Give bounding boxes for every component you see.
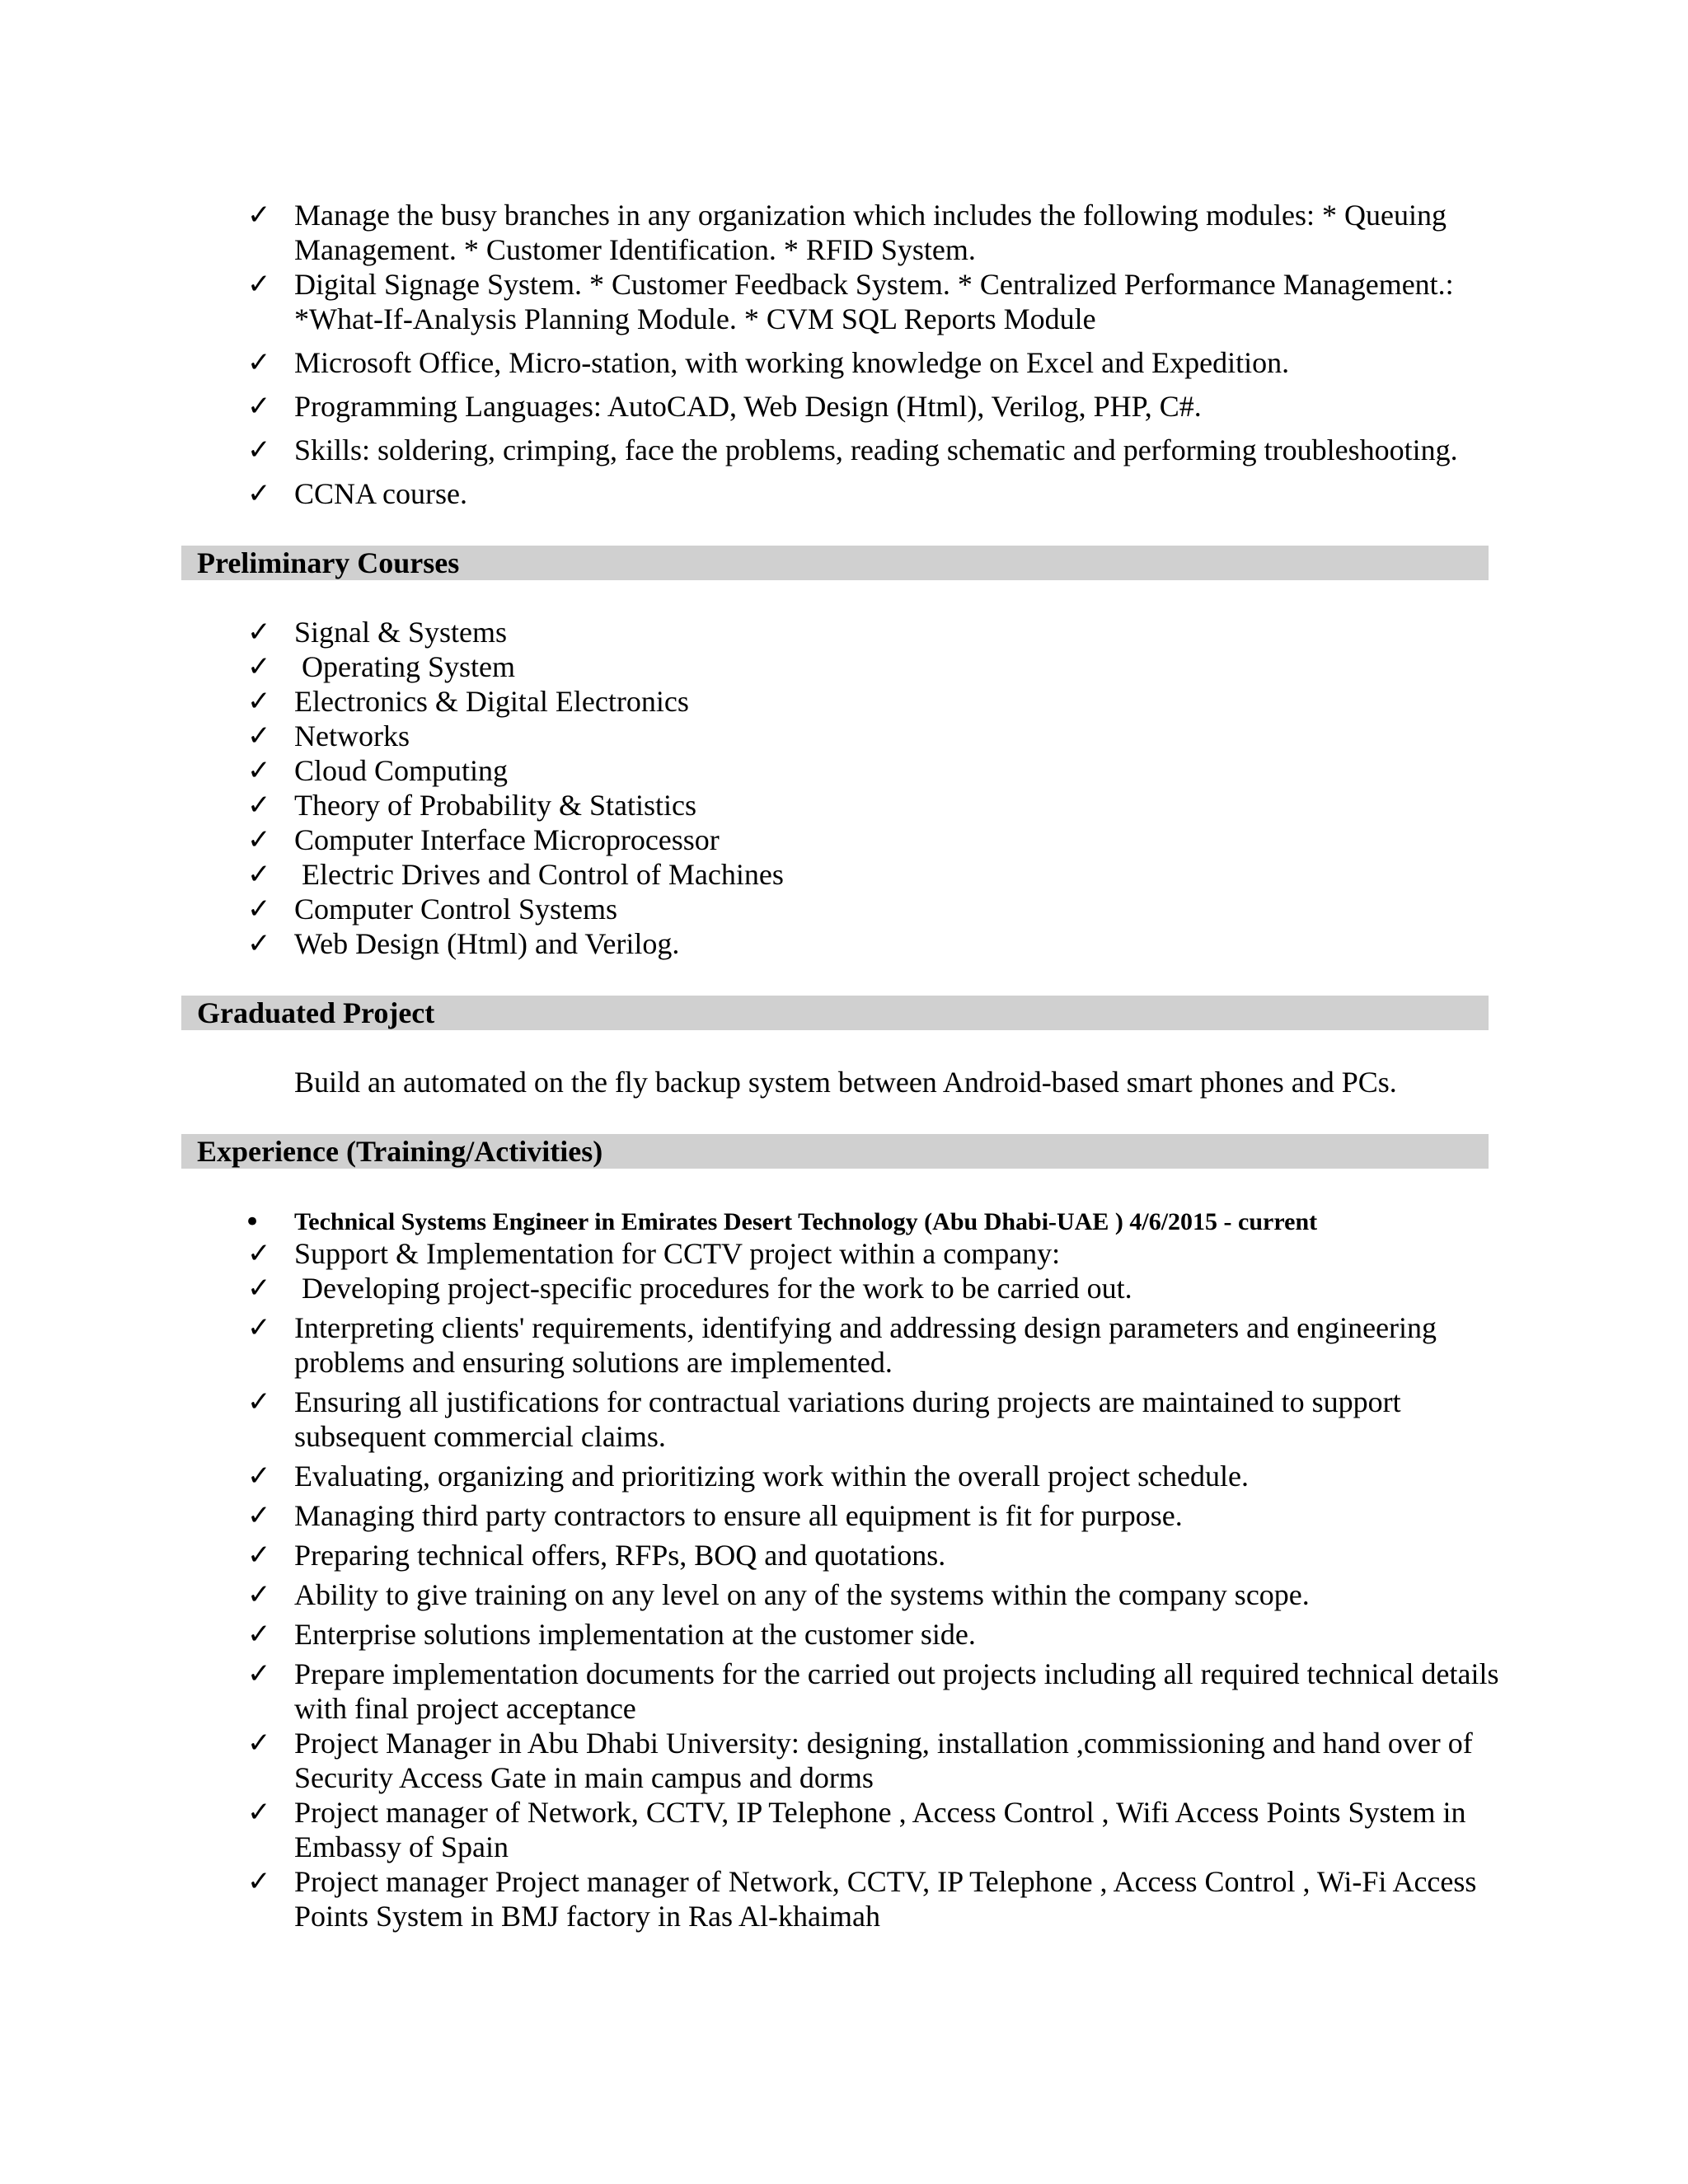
check-icon: ✓	[247, 1460, 271, 1493]
experience-item: Project Manager in Abu Dhabi University: designing, installation ,commissioning and hand over of Security Access Gate in main campus and dorms	[294, 1727, 1473, 1794]
check-icon: ✓	[247, 1237, 271, 1270]
experience-item: Ensuring all justifications for contractual variations during projects are maintained to support subsequent commercial claims.	[294, 1385, 1401, 1453]
experience-item: Enterprise solutions implementation at the customer side.	[294, 1618, 976, 1651]
experience-item: Evaluating, organizing and prioritizing work within the overall project schedule.	[294, 1460, 1250, 1493]
skill-item: CCNA course.	[294, 477, 467, 510]
section-title: Preliminary Courses	[197, 546, 460, 579]
check-icon: ✓	[247, 346, 271, 379]
experience-item: Interpreting clients' requirements, identifying and addressing design parameters and engineering problems and ensuring solutions are implemented.	[294, 1311, 1437, 1379]
section-header-experience	[181, 1134, 1489, 1169]
experience-item: Project manager of Network, CCTV, IP Telephone , Access Control , Wifi Access Points System in Embassy of Spain	[294, 1796, 1466, 1863]
experience-item: Support & Implementation for CCTV project within a company:	[294, 1237, 1061, 1270]
experience-item: Developing project-specific procedures for the work to be carried out.	[294, 1272, 1132, 1305]
experience-item: Ability to give training on any level on any of the systems within the company scope.	[294, 1578, 1310, 1611]
check-icon: ✓	[247, 754, 271, 787]
graduated-project-text: Build an automated on the fly backup system between Android-based smart phones and PCs.	[294, 1066, 1397, 1099]
check-icon: ✓	[247, 477, 271, 510]
skill-item: Digital Signage System. * Customer Feedback System. * Centralized Performance Management.: *What-If-Analysis Planning Module. * CVM SQL Reports Module	[294, 268, 1454, 335]
check-icon: ✓	[247, 1657, 271, 1690]
check-icon: ✓	[247, 1578, 271, 1611]
experience-item: Preparing technical offers, RFPs, BOQ and quotations.	[294, 1539, 946, 1572]
course-item: Theory of Probability & Statistics	[294, 789, 696, 822]
section-header-preliminary-courses	[181, 546, 1489, 580]
experience-item: Managing third party contractors to ensure all equipment is fit for purpose.	[294, 1499, 1183, 1532]
check-icon: ✓	[247, 1499, 271, 1532]
experience-item: Project manager Project manager of Network, CCTV, IP Telephone , Access Control , Wi-Fi Access Points System in BMJ factory in Ras Al-khaimah	[294, 1865, 1477, 1933]
skill-item: Skills: soldering, crimping, face the problems, reading schematic and performing troubleshooting.	[294, 434, 1458, 466]
course-item: Cloud Computing	[294, 754, 509, 787]
check-icon: ✓	[247, 616, 271, 649]
skill-item: Programming Languages: AutoCAD, Web Design (Html), Verilog, PHP, C#.	[294, 390, 1202, 423]
job-title: Technical Systems Engineer in Emirates Desert Technology (Abu Dhabi-UAE ) 4/6/2015 - current	[294, 1208, 1318, 1235]
experience-item: Prepare implementation documents for the carried out projects including all required technical details with final project acceptance	[294, 1657, 1499, 1725]
check-icon: ✓	[247, 893, 271, 926]
check-icon: ✓	[247, 434, 271, 466]
skill-item: Microsoft Office, Micro-station, with working knowledge on Excel and Expedition.	[294, 346, 1290, 379]
check-icon: ✓	[247, 858, 271, 891]
check-icon: ✓	[247, 1618, 271, 1651]
check-icon: ✓	[247, 1311, 271, 1344]
check-icon: ✓	[247, 719, 271, 752]
check-icon: ✓	[247, 199, 271, 232]
check-icon: ✓	[247, 789, 271, 822]
check-icon: ✓	[247, 1865, 271, 1898]
course-item: Electric Drives and Control of Machines	[294, 858, 784, 891]
section-header-graduated-project	[181, 996, 1489, 1030]
skill-item: Manage the busy branches in any organization which includes the following modules: * Queuing Management. * Customer Identification. * RFID System.	[294, 199, 1447, 266]
course-item: Web Design (Html) and Verilog.	[294, 927, 680, 960]
course-item: Computer Interface Microprocessor	[294, 823, 720, 856]
course-item: Signal & Systems	[294, 616, 508, 649]
check-icon: ✓	[247, 268, 271, 301]
check-icon: ✓	[247, 927, 271, 960]
section-title: Graduated Project	[197, 996, 435, 1029]
course-item: Networks	[294, 719, 410, 752]
check-icon: ✓	[247, 1539, 271, 1572]
check-icon: ✓	[247, 685, 271, 718]
course-item: Computer Control Systems	[294, 893, 618, 926]
check-icon: ✓	[247, 823, 271, 856]
bullet-icon: •	[244, 1206, 261, 1239]
check-icon: ✓	[247, 1385, 271, 1418]
check-icon: ✓	[247, 1796, 271, 1829]
course-item: Operating System	[294, 650, 515, 683]
check-icon: ✓	[247, 1727, 271, 1760]
course-item: Electronics & Digital Electronics	[294, 685, 689, 718]
section-title: Experience (Training/Activities)	[197, 1135, 603, 1168]
check-icon: ✓	[247, 650, 271, 683]
check-icon: ✓	[247, 1272, 271, 1305]
check-icon: ✓	[247, 390, 271, 423]
